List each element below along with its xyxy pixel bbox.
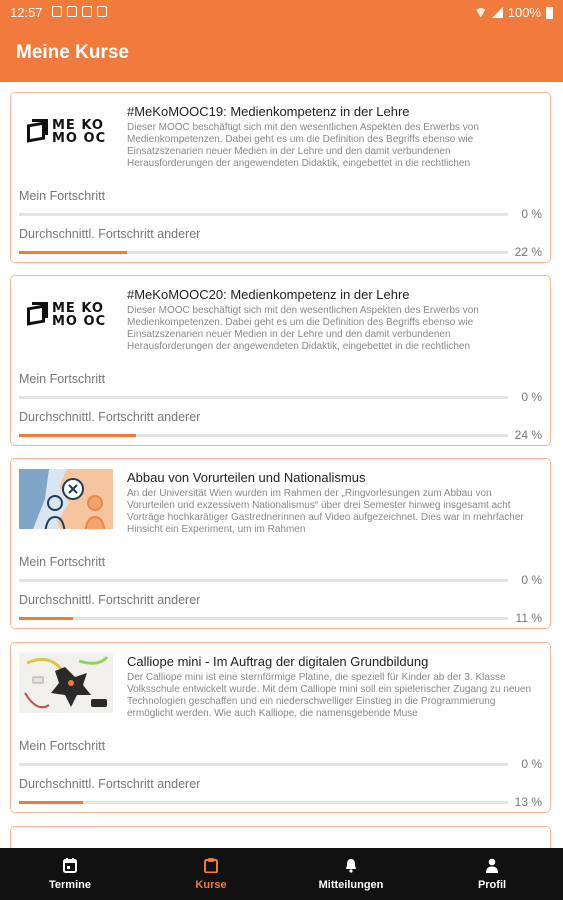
course-card[interactable] bbox=[10, 92, 551, 263]
my-progress-bar bbox=[19, 579, 508, 582]
course-list[interactable] bbox=[0, 82, 563, 848]
calendar-icon bbox=[63, 858, 77, 873]
notification-icon bbox=[82, 6, 92, 17]
nav-label: Mitteilungen bbox=[318, 879, 384, 891]
avg-progress-value: 11 % bbox=[515, 611, 542, 625]
status-right bbox=[475, 5, 553, 20]
course-description: Dieser MOOC beschäftigt sich mit den wesentlichen Aspekten des Erwerbs von Medienkompetenzen. Dabei geht es um die Definition des Begriffs ebenso wie Einsatzszenarien neuer Medien in der Lehre und den damit verbundenen Herausforderungen der angewendeten Didaktik, eingebettet in die rechtlichen bbox=[127, 122, 479, 168]
avg-progress-label: Durchschnittl. Fortschritt anderer bbox=[19, 593, 201, 607]
cube-icon-back bbox=[32, 119, 48, 135]
bottom-navigation bbox=[0, 848, 563, 900]
battery-text: 100% bbox=[507, 5, 541, 20]
avg-progress-label: Durchschnittl. Fortschritt anderer bbox=[19, 410, 201, 424]
my-progress-value: 0 % bbox=[521, 390, 542, 404]
calliope-board-photo bbox=[19, 653, 113, 713]
notification-icons bbox=[52, 6, 107, 17]
logo-text: ME KO MO OC bbox=[52, 301, 107, 329]
person-icon bbox=[485, 858, 499, 873]
course-description: Der Calliope mini ist eine sternförmige Platine, die speziell für Kinder ab der 3. Klasse Volksschule entwickelt wurde. Mit dem Calliope mini soll ein spielerischer Zugang zu neuen Technologien geschaffen und ein niederschwelliger Einstieg in die Programmierung ermöglicht werden. Wie auch Kalliope, die namensgebende Muse bbox=[127, 672, 532, 718]
nav-label: Profil bbox=[477, 879, 507, 891]
signal-icon bbox=[492, 7, 503, 18]
logo-text: ME KO MO OC bbox=[52, 118, 107, 146]
my-progress-value: 0 % bbox=[521, 573, 542, 587]
bell-icon bbox=[344, 858, 358, 873]
nav-kurse[interactable] bbox=[161, 848, 261, 900]
avg-progress-bar bbox=[19, 251, 508, 254]
avg-progress-bar bbox=[19, 617, 508, 620]
status-time: 12:57 bbox=[10, 5, 43, 20]
avg-progress-value: 13 % bbox=[514, 795, 542, 809]
nav-termine[interactable] bbox=[20, 848, 120, 900]
course-card[interactable] bbox=[10, 826, 551, 848]
course-thumbnail bbox=[19, 653, 113, 713]
nav-profil[interactable] bbox=[442, 848, 542, 900]
course-card[interactable] bbox=[10, 458, 551, 629]
avg-progress-label: Durchschnittl. Fortschritt anderer bbox=[19, 777, 201, 791]
course-card[interactable] bbox=[10, 642, 551, 813]
clipboard-icon bbox=[204, 858, 218, 873]
course-description: An der Universität Wien wurden im Rahmen der „Ringvorlesungen zum Abbau von Vorurteilen und exzessivem Nationalismus“ über drei Semester hinweg insgesamt acht Vorträge hochkarätiger Gastrednerinnen auf Video aufgezeichnet. Dies war in mehrfacher Hinsicht ein Experiment, um im Rahmen bbox=[127, 488, 524, 534]
cube-icon-back bbox=[32, 302, 48, 318]
avg-progress-bar bbox=[19, 434, 508, 437]
course-thumbnail bbox=[19, 286, 113, 346]
course-title: #MeKoMOOC19: Medienkompetenz in der Lehre bbox=[127, 104, 410, 119]
status-bar bbox=[0, 0, 563, 24]
meko-mooc-logo bbox=[19, 103, 113, 163]
avg-progress-label: Durchschnittl. Fortschritt anderer bbox=[19, 227, 201, 241]
avg-progress-value: 22 % bbox=[514, 245, 542, 259]
wifi-icon bbox=[475, 8, 487, 18]
my-progress-label: Mein Fortschritt bbox=[19, 372, 106, 386]
nav-label: Termine bbox=[49, 879, 91, 891]
course-description: Dieser MOOC beschäftigt sich mit den wesentlichen Aspekten des Erwerbs von Medienkompetenzen. Dabei geht es um die Definition des Begriffs ebenso wie Einsatzszenarien neuer Medien in der Lehre und den damit verbundenen Herausforderungen der angewendeten Didaktik, eingebettet in die rechtlichen bbox=[127, 305, 479, 351]
avg-progress-bar bbox=[19, 801, 508, 804]
my-progress-label: Mein Fortschritt bbox=[19, 555, 106, 569]
my-progress-bar bbox=[19, 213, 508, 216]
page-title: Meine Kurse bbox=[16, 42, 129, 63]
avg-progress-fill bbox=[19, 434, 136, 437]
course-thumbnail bbox=[19, 469, 113, 529]
my-progress-label: Mein Fortschritt bbox=[19, 189, 106, 203]
course-thumbnail bbox=[19, 103, 113, 163]
nav-label: Kurse bbox=[195, 879, 227, 891]
avg-progress-fill bbox=[19, 801, 83, 804]
course-title: Calliope mini - Im Auftrag der digitalen Grundbildung bbox=[127, 654, 429, 669]
avg-progress-fill bbox=[19, 251, 127, 254]
course-card[interactable] bbox=[10, 275, 551, 446]
notification-icon bbox=[52, 6, 62, 17]
my-progress-bar bbox=[19, 396, 508, 399]
battery-icon bbox=[546, 7, 553, 19]
app-bar bbox=[0, 24, 563, 82]
my-progress-value: 0 % bbox=[521, 757, 542, 771]
nav-mitteilungen[interactable] bbox=[301, 848, 401, 900]
avg-progress-fill bbox=[19, 617, 73, 620]
course-title: #MeKoMOOC20: Medienkompetenz in der Lehre bbox=[127, 287, 410, 302]
notification-icon bbox=[67, 6, 77, 17]
avg-progress-value: 24 % bbox=[514, 428, 542, 442]
meko-mooc-logo bbox=[19, 286, 113, 346]
my-progress-label: Mein Fortschritt bbox=[19, 739, 106, 753]
course-title: Abbau von Vorurteilen und Nationalismus bbox=[127, 470, 366, 485]
notification-icon bbox=[97, 6, 107, 17]
my-progress-bar bbox=[19, 763, 508, 766]
speech-bubble-illustration bbox=[19, 469, 113, 529]
my-progress-value: 0 % bbox=[521, 207, 542, 221]
